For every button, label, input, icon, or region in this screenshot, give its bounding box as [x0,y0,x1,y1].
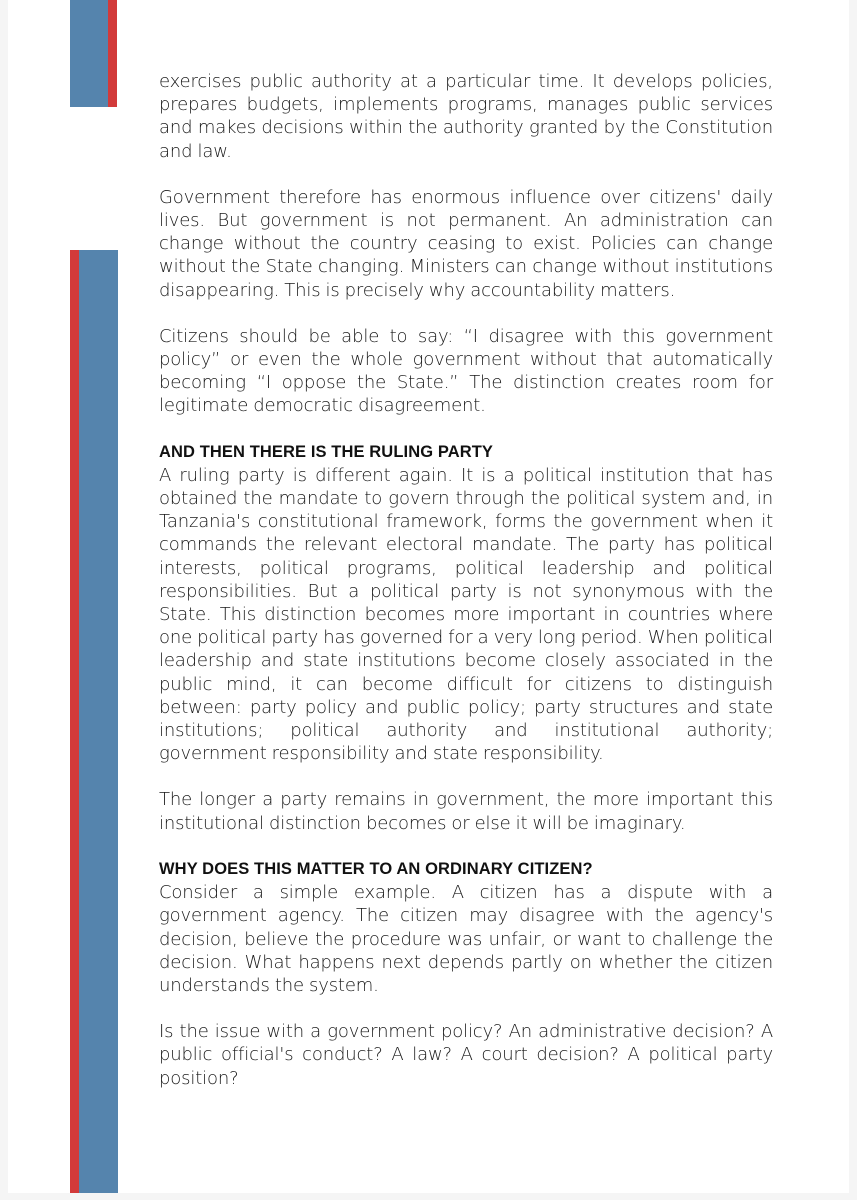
top-accent-bar [70,0,117,107]
accent-blue-stripe [70,0,108,107]
side-accent-bar [70,250,118,1193]
heading-ordinary-citizen: WHY DOES THIS MATTER TO AN ORDINARY CITIZEN? [159,859,593,878]
paragraph-longer-party: The longer a party remains in government, the more important this institutional distinction becomes or else it will be imaginary. [159,789,773,834]
paragraph-citizen-disagreement: Citizens should be able to say: “I disagree with this government policy” or even the whole government without that automatically becoming “I oppose the State.” The distinction creates room for legitimate democratic disagreement. [159,325,773,417]
accent-red-stripe [108,0,117,107]
heading-ruling-party: AND THEN THERE IS THE RULING PARTY [159,442,494,461]
accent-red-stripe [70,250,79,1193]
accent-blue-stripe [79,250,118,1193]
article-body [159,70,773,1113]
paragraph-simple-example: Consider a simple example. A citizen has a dispute with a government agency. The citizen may disagree with the agency's decision, believe the procedure was unfair, or want to challenge the decision. What happens next depends partly on whether the citizen understands the system. [159,882,773,996]
paragraph-government-influence: Government therefore has enormous influence over citizens' daily lives. But government is not permanent. An administration can change without the country ceasing to exist. Policies can change without the State changing. Ministers can change without institutions disappearing. This is precisely why accountability matters. [159,186,773,301]
paragraph-issue-questions: Is the issue with a government policy? An administrative decision? A public official's conduct? A law? A court decision? A political party position? [159,1021,773,1089]
paragraph-ruling-party: A ruling party is different again. It is a political institution that has obtained the mandate to govern through the political system and, in Tanzania's constitutional framework, forms the government when it commands the relevant electoral mandate. The party has political interests, political programs, political leadership and political responsibilities. But a political party is not synonymous with the State. This distinction becomes more important in countries where one political party has governed for a very long period. When political leadership and state institutions become closely associated in the public mind, it can become difficult for citizens to distinguish between: party policy and public policy; party structures and state institutions; political authority and institutional authority; government responsibility and state responsibility. [159,464,773,765]
paragraph-government-definition: exercises public authority at a particular time. It develops policies, prepares budgets, implements programs, manages public services and makes decisions within the authority granted by the Constitution and law. [159,71,773,162]
